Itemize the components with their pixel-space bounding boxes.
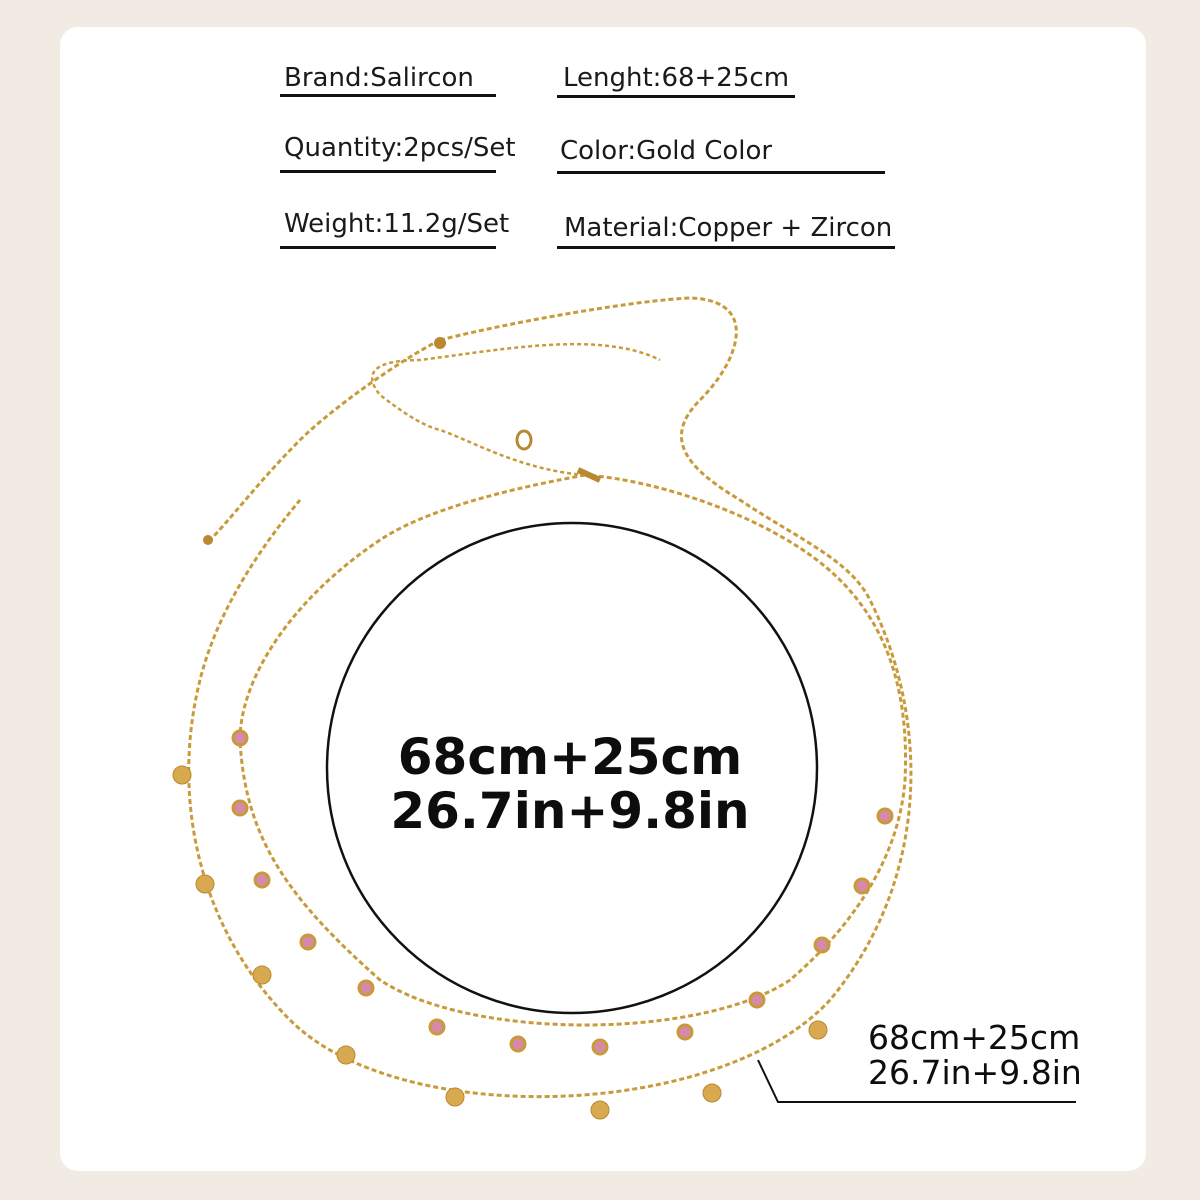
spec-brand: Brand:Salircon [284,63,474,93]
callout-measurement [868,1020,1082,1090]
lobster-clasp [517,431,531,449]
zircon-stone [878,809,892,823]
outer-chain-tail [210,340,440,540]
sequin-disc [809,1021,827,1039]
sequin-disc [703,1084,721,1102]
circle-measurement [360,730,780,838]
zircon-stone [233,731,247,745]
sequin-disc [446,1088,464,1106]
sequin-disc [591,1101,609,1119]
zircon-stone [430,1020,444,1034]
zircon-stone [855,879,869,893]
circle-measurement-in: 26.7in+9.8in [390,782,750,840]
sequin-disc [173,766,191,784]
zircon-stone [255,873,269,887]
zircon-stone [593,1040,607,1054]
spec-weight: Weight:11.2g/Set [284,209,510,239]
callout-measurement-in: 26.7in+9.8in [868,1053,1082,1092]
spec-length: Lenght:68+25cm [563,63,790,93]
circle-measurement-cm: 68cm+25cm [397,728,743,786]
spec-quantity: Quantity:2pcs/Set [284,133,516,163]
zircon-stone [750,993,764,1007]
zircon-stone [678,1025,692,1039]
zircon-stone [233,801,247,815]
spec-material: Material:Copper + Zircon [564,213,893,243]
sequin-disc [196,875,214,893]
sequin-disc [253,966,271,984]
sequin-disc [337,1046,355,1064]
spec-color: Color:Gold Color [560,136,773,166]
outer-clasp-bead [434,337,446,349]
zircon-stone [301,935,315,949]
zircon-stone [511,1037,525,1051]
zircon-stone [359,981,373,995]
zircon-stone [815,938,829,952]
callout-measurement-cm: 68cm+25cm [868,1018,1081,1057]
outer-chain [189,298,911,1097]
outer-end-bead [203,535,213,545]
inner-chain-tail [372,344,660,475]
